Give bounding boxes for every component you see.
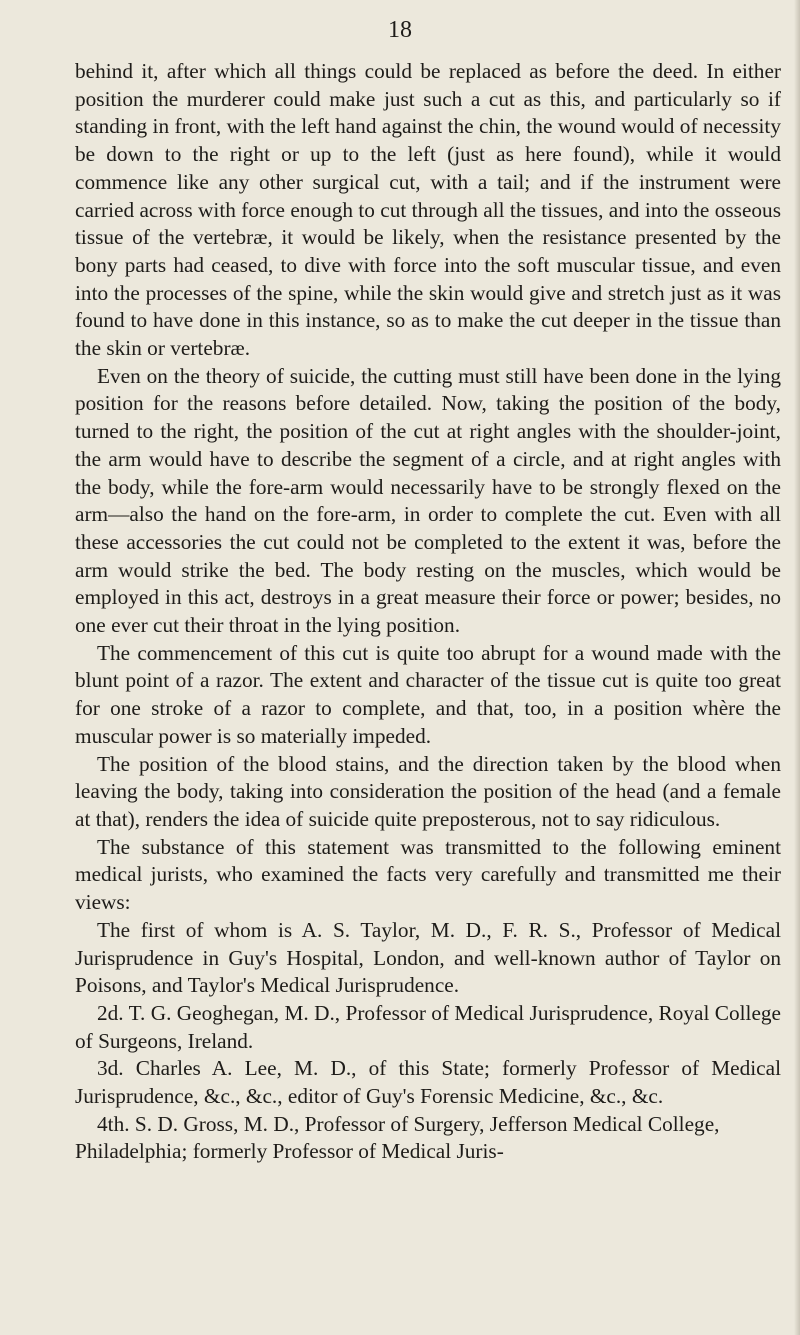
paragraph-2: Even on the theory of suicide, the cutting must still have been done in the lying position for the reasons before detailed. Now, taking the position of the body, turned to the right, the position of the cut at right angles with the shoulder-joint, the arm would have to describe the segment of a circle, and at right angles with the body, while the fore-arm would necessarily have to be strongly flexed on the arm—also the hand on the fore-arm, in order to complete the cut. Even with all these accessories the cut could not be completed to the extent it was, before the arm would strike the bed. The body resting on the muscles, which would be employed in this act, destroys in a great measure their force or power; besides, no one ever cut their throat in the lying position. (75, 363, 781, 638)
paragraph-8: 3d. Charles A. Lee, M. D., of this State; formerly Professor of Medical Jurisprudence, &c., &c., editor of Guy's Forensic Medicine, &c., &c. (75, 1056, 781, 1109)
paragraph-6: The first of whom is A. S. Taylor, M. D., F. R. S., Professor of Medical Jurisprudence in Guy's Hospital, London, and well-known author of Taylor on Poisons, and Taylor's Medical Jurisprudence. (75, 917, 781, 998)
paragraph-7: 2d. T. G. Geoghegan, M. D., Professor of Medical Jurisprudence, Royal College of Surgeons, Ireland. (75, 1000, 781, 1053)
paragraph-3: The commencement of this cut is quite too abrupt for a wound made with the blunt point of a razor. The extent and character of the tissue cut is quite too great for one stroke of a razor to complete, and that, too, in a position whère the muscular power is so materially impeded. (75, 640, 781, 748)
paragraph-5: The substance of this statement was transmitted to the following eminent medical jurists, who examined the facts very carefully and transmitted me their views: (75, 834, 781, 915)
paragraph-9: 4th. S. D. Gross, M. D., Professor of Surgery, Jefferson Medical College, Philadelphia; formerly Professor of Medical Juris- (75, 1111, 720, 1164)
page-number: 18 (388, 17, 412, 43)
paragraph-4: The position of the blood stains, and the direction taken by the blood when leaving the body, taking into consideration the position of the head (and a female at that), renders the idea of suicide quite preposterous, not to say ridiculous. (75, 751, 781, 831)
body-text (75, 58, 781, 1166)
paragraph-1: behind it, after which all things could be replaced as before the deed. In either position the murderer could make just such a cut as this, and particularly so if standing in front, with the left hand against the chin, the wound would of necessity be down to the right or up to the left (just as here found), while it would commence like any other surgical cut, with a tail; and if the instrument were carried across with force enough to cut through all the tissues, and into the osseous tissue of the vertebræ, it would be likely, when the resistance presented by the bony parts had ceased, to dive with force into the soft muscular tissue, and even into the processes of the spine, while the skin would give and stretch just as it was found to have done in this instance, so as to make the cut deeper in the tissue than the skin or vertebræ. (75, 59, 781, 361)
page-binding-edge (794, 0, 800, 1335)
